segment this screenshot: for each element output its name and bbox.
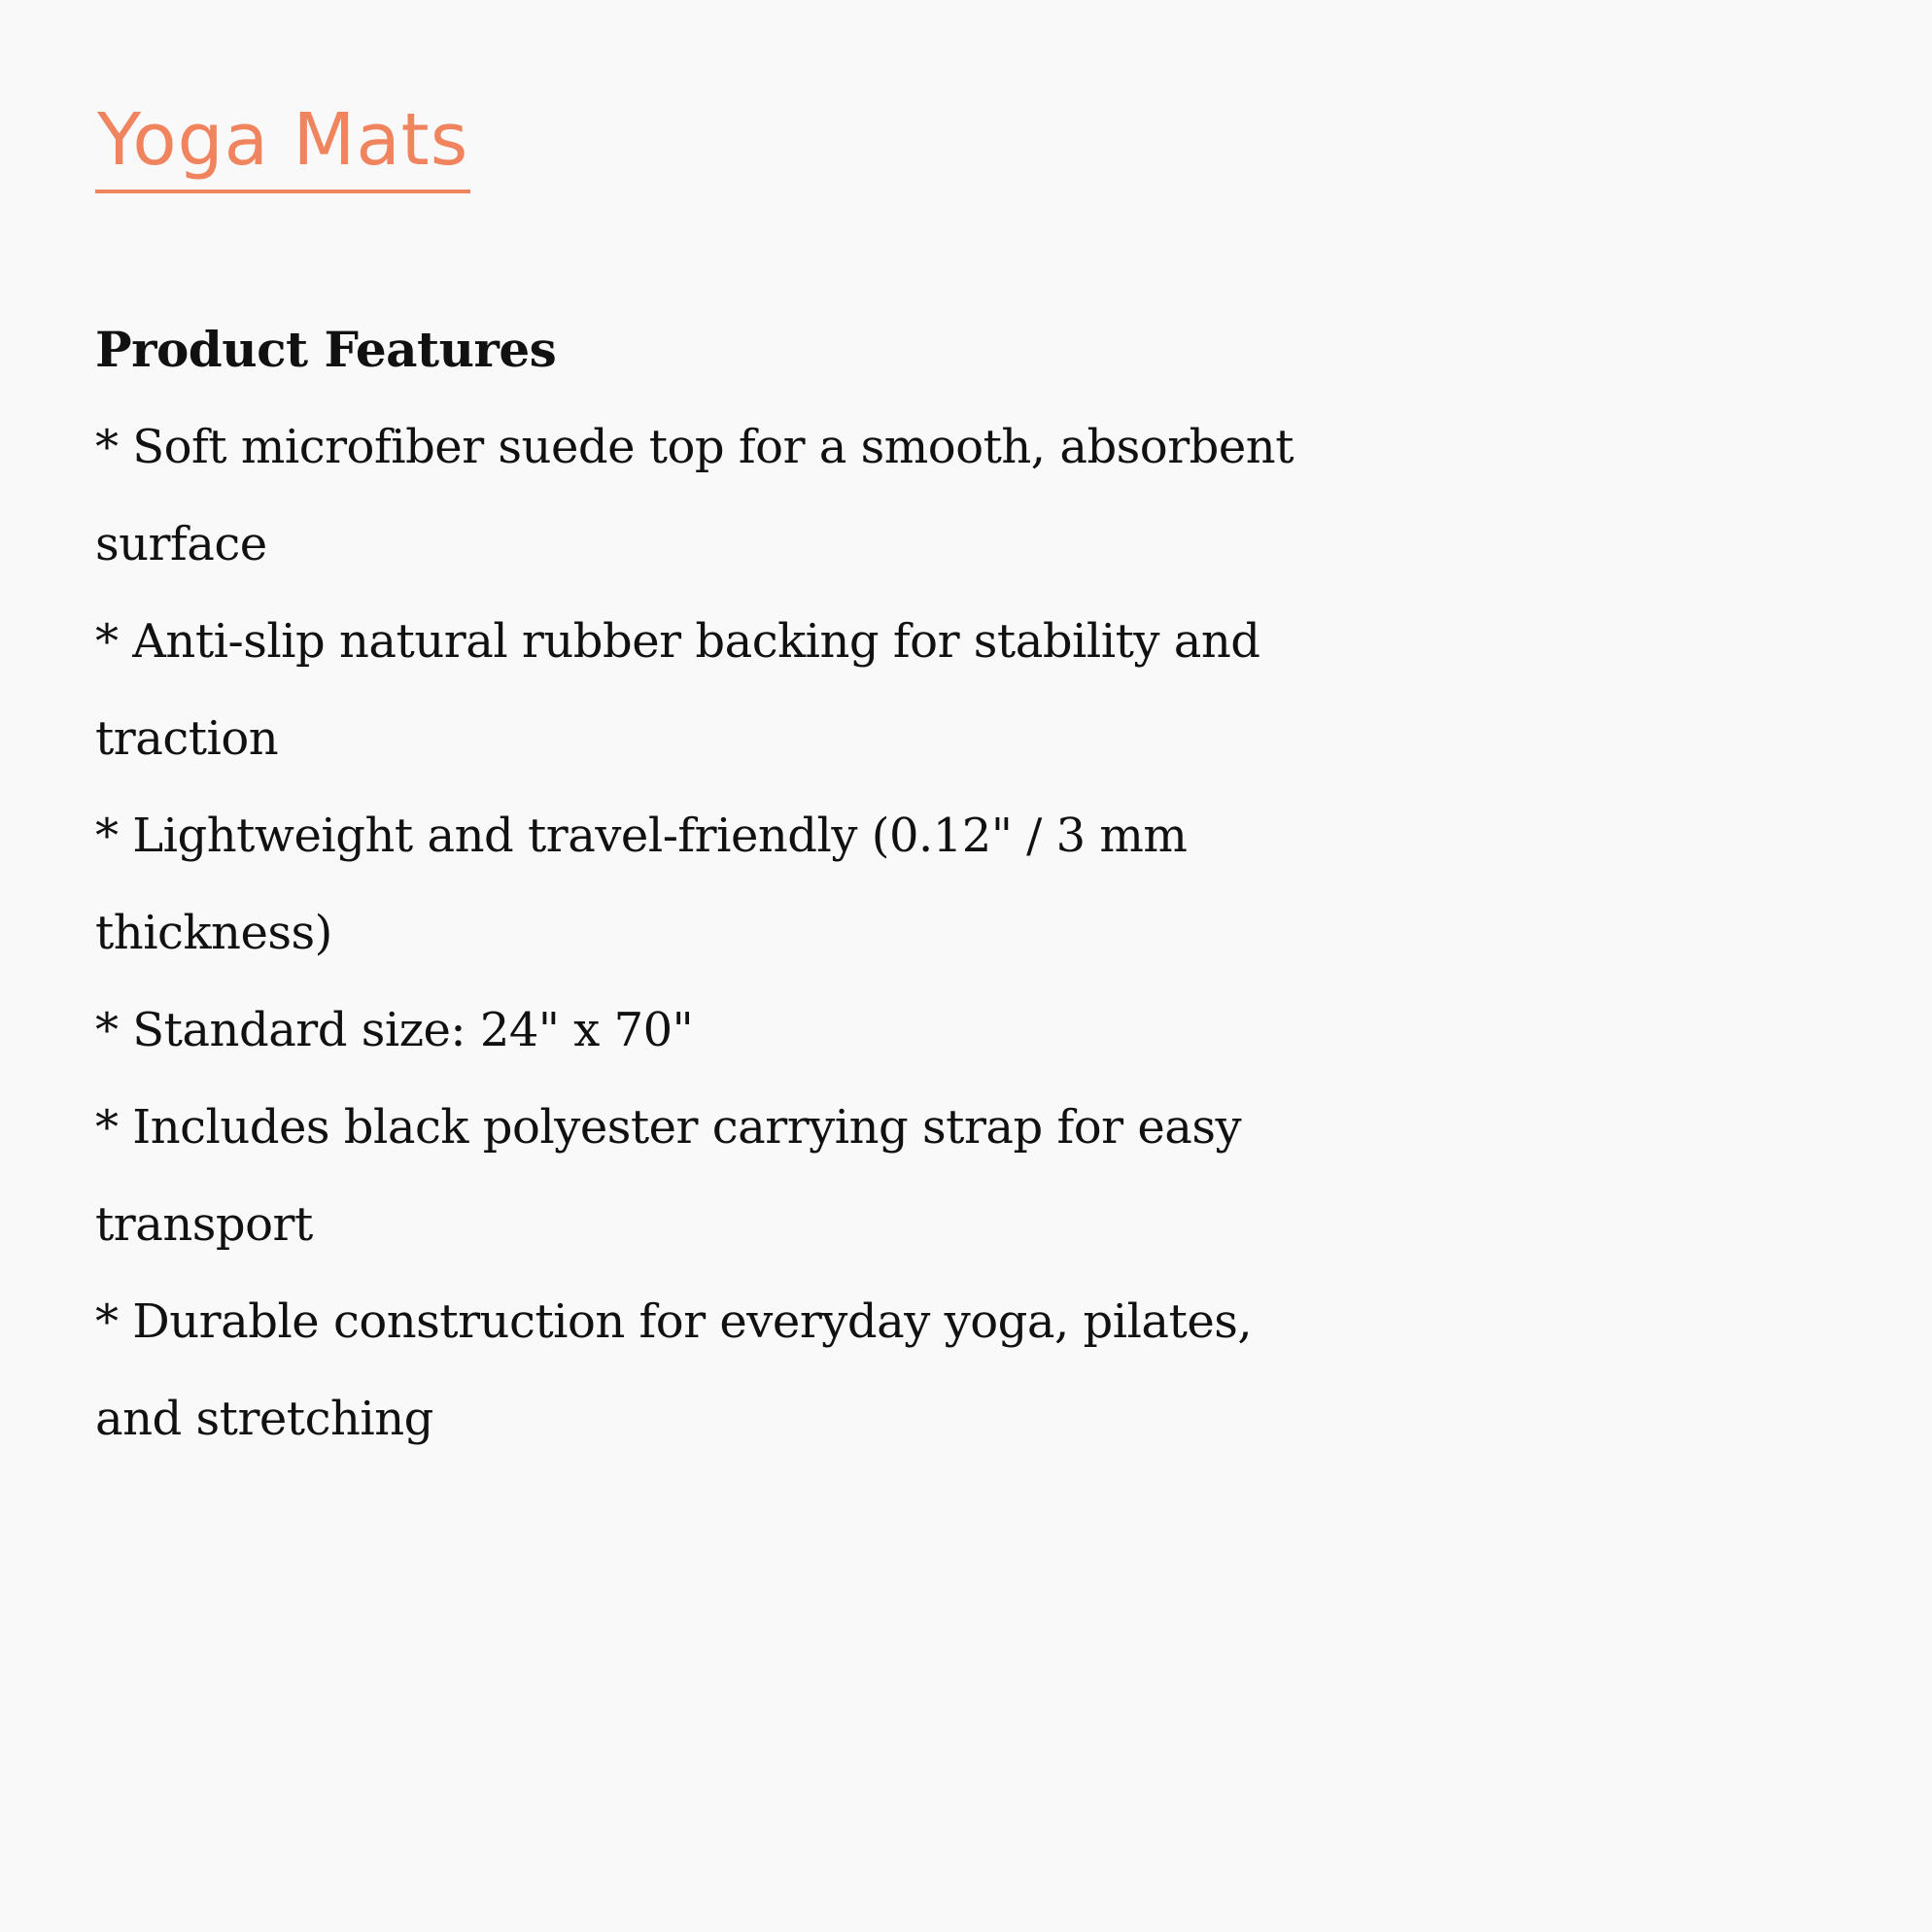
feature-item: * Lightweight and travel-friendly (0.12" / 3 mm thickness) [95, 809, 1188, 960]
feature-item: * Includes black polyester carrying strap for easy transport [95, 1100, 1242, 1252]
feature-list [95, 398, 1300, 1467]
feature-item: * Soft microfiber suede top for a smooth, absorbent surface [95, 420, 1294, 571]
feature-item: * Standard size: 24" x 70" [95, 1003, 694, 1057]
section-heading: Product Features [95, 321, 557, 378]
feature-item: * Durable construction for everyday yoga, pilates, and stretching [95, 1294, 1253, 1446]
page-title: Yoga Mats [95, 97, 470, 193]
product-content [95, 97, 1359, 1446]
feature-item: * Anti-slip natural rubber backing for stability and traction [95, 614, 1260, 766]
